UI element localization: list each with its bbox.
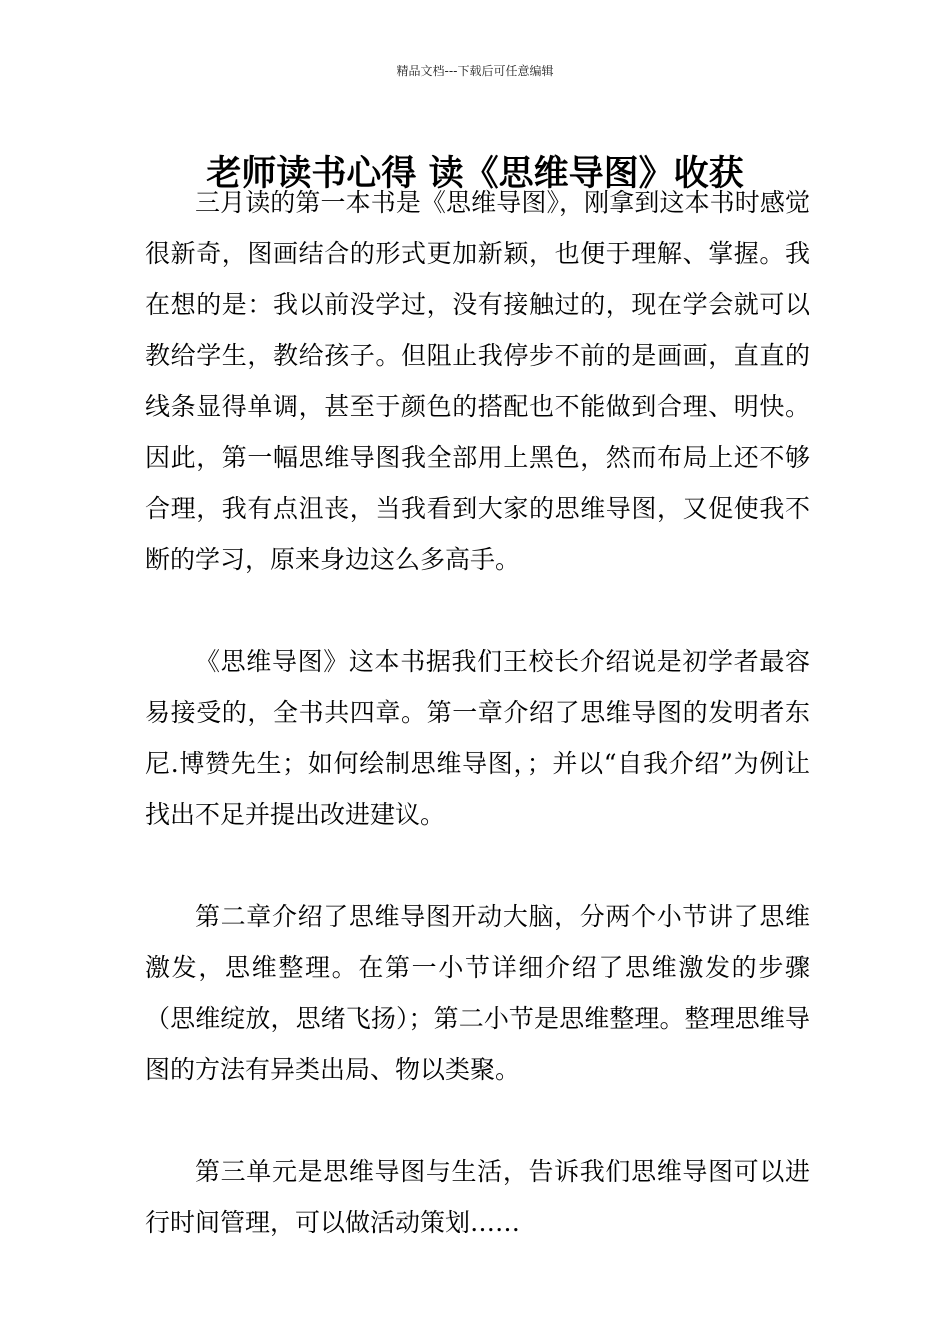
paragraph-2: 《思维导图》这本书据我们王校长介绍说是初学者最容易接受的，全书共四章。第一章介绍了思维导图的发明者东尼.博赞先生；如何绘制思维导图，；并以“自我介绍”为例让找出不足并提出改进建议。	[145, 647, 810, 829]
document-body	[145, 177, 810, 1248]
page-header: 精品文档---下载后可任意编辑	[396, 64, 554, 78]
paragraph-spacer	[145, 1095, 810, 1146]
paragraph-4: 第三单元是思维导图与生活，告诉我们思维导图可以进行时间管理，可以做活动策划……	[145, 1157, 810, 1237]
paragraph-spacer	[145, 840, 810, 891]
paragraph-1: 三月读的第一本书是《思维导图》，刚拿到这本书时感觉很新奇，图画结合的形式更加新颖，也便于理解、掌握。我在想的是：我以前没学过，没有接触过的，现在学会就可以教给学生，教给孩子。但阻止我停步不前的是画画，直直的线条显得单调，甚至于颜色的搭配也不能做到合理、明快。因此，第一幅思维导图我全部用上黑色，然而布局上还不够合理，我有点沮丧，当我看到大家的思维导图，又促使我不断的学习，原来身边这么多高手。	[145, 188, 810, 574]
paragraph-spacer	[145, 585, 810, 636]
document-title: 老师读书心得 读《思维导图》收获	[206, 154, 744, 195]
paragraph-3: 第二章介绍了思维导图开动大脑，分两个小节讲了思维激发，思维整理。在第一小节详细介绍了思维激发的步骤（思维绽放，思绪飞扬）；第二小节是思维整理。整理思维导图的方法有异类出局、物以类聚。	[145, 902, 810, 1084]
